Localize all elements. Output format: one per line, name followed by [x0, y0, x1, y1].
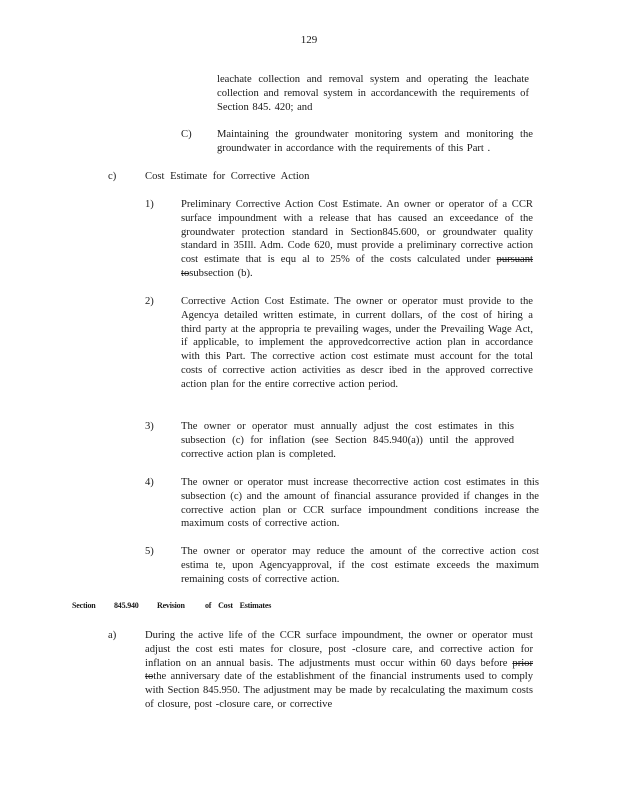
- item-5-marker: 5): [145, 546, 154, 557]
- section-label: Section: [72, 601, 96, 610]
- item-4-marker: 4): [145, 477, 154, 488]
- item-1-text-before: Preliminary Corrective Action Cost Estimate. An owner or operator of a CCR surface impoundment with a release that has caused an exceedance of the groundwater protection standard in Section845.600, or groundwater quality standard in 35Ill. Adm. Code 620, must provide a preliminary corrective action cost estimate that is equ al to 25% of the costs calculated under: [181, 199, 533, 266]
- item-2-text: Corrective Action Cost Estimate. The owner or operator must provide to the Agencya detailed written estimate, in current dollars, of the cost of hiring a third party at the appropria te prevailing wages, under the Prevailing Wage Act, if applicable, to implement the approvedcorrective action plan in accordance with this Part. The corrective action cost estimate must account for the total costs of corrective action activities as descr ibed in the approved corrective action plan for the entire corrective action period.: [181, 296, 533, 390]
- item-3-text: The owner or operator must annually adjust the cost estimates in this subsection (c) for inflation (see Section 845.940(a)) until the approved corrective action plan is completed.: [181, 421, 514, 460]
- section-title-revision: Revision: [157, 601, 185, 610]
- item-2-marker: 2): [145, 296, 154, 307]
- page-number: 129: [300, 34, 318, 46]
- item-5-text: The owner or operator may reduce the amount of the corrective action cost estima te, upon Agencyapproval, if the cost estimate exceeds the maximum remaining costs of corrective action.: [181, 546, 539, 585]
- item-c-text: Maintaining the groundwater monitoring system and monitoring the groundwater in accordance with the requirements of this Part .: [217, 129, 533, 154]
- item-a-text-after: the anniversary date of the establishment of the financial instruments used to comply with Section 845.950. The adjustment may be made by recalculating the maximum costs of closure, post -closure care, or corrective: [145, 671, 533, 710]
- item-1-struck-text: pursuant to: [181, 254, 533, 279]
- item-c-marker: C): [181, 129, 192, 140]
- item-1-text: [181, 198, 533, 281]
- item-1-text-after: subsection (b).: [189, 267, 253, 279]
- item-a-text-before: During the active life of the CCR surface impoundment, the owner or operator must adjust the cost esti mates for closure, post -closure care, and corrective action for inflation on an annual basis. The adjustments must occur within 60 days before: [145, 630, 533, 669]
- section-title-rest: of Cost Estimates: [205, 601, 272, 610]
- item-4-text: The owner or operator must increase thecorrective action cost estimates in this subsection (c) and the amount of financial assurance provided if changes in the corrective action plan or CCR surface impoundment conditions increase the maximum costs of corrective action.: [181, 477, 539, 530]
- item-1-marker: 1): [145, 199, 154, 210]
- item-3-marker: 3): [145, 421, 154, 432]
- subsection-c-marker: c): [108, 171, 117, 182]
- subsection-c-heading: Cost Estimate for Corrective Action: [145, 171, 310, 182]
- item-a-struck-text: prior to: [145, 657, 533, 683]
- leachate-item-text: leachate collection and removal system and operating the leachate collection and removal system in accordancewith the requirements of Section 845. 420; and: [217, 74, 529, 113]
- item-a-text: [145, 629, 533, 712]
- section-number: 845.940: [114, 601, 139, 610]
- item-a-marker: a): [108, 630, 117, 641]
